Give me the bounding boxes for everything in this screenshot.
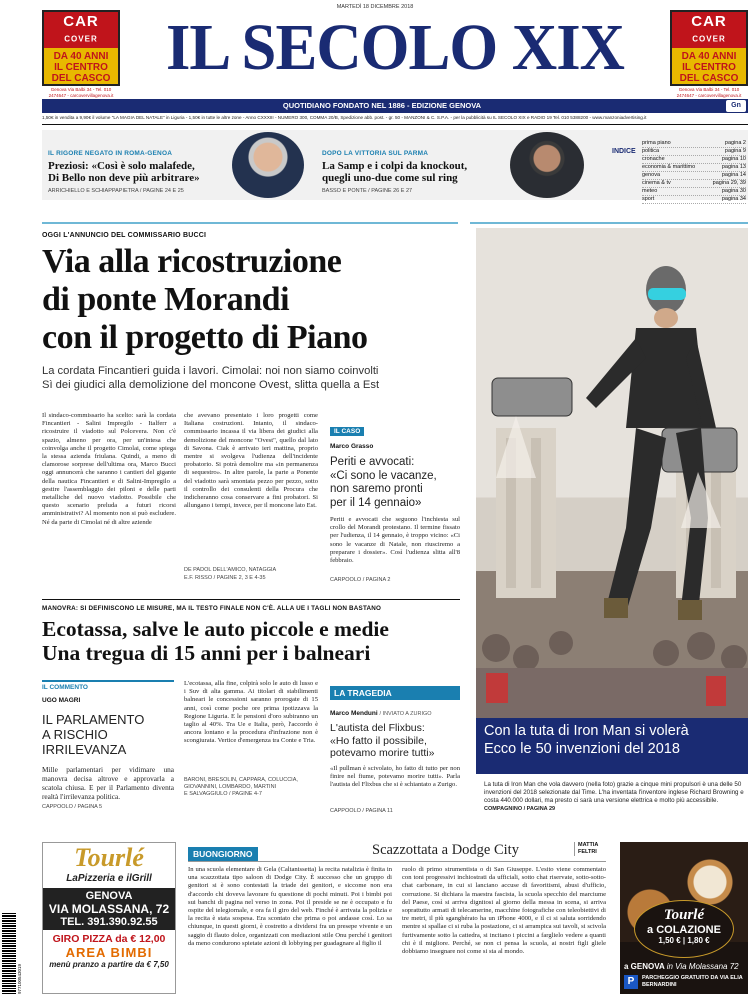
caso-author: Marco Grasso bbox=[330, 443, 374, 450]
commento-h2: A RISCHIO bbox=[42, 727, 108, 742]
caso-tag: IL CASO bbox=[330, 427, 364, 436]
tragedia-author-note: / INVIATO A ZURIGO bbox=[379, 711, 432, 717]
giampaolo-photo bbox=[510, 132, 584, 198]
manovra-kicker: MANOVRA: SI DEFINISCONO LE MISURE, MA IL TESTO FINALE NON C'È. ALLA UE I TAGLI NON BASTANO bbox=[42, 605, 382, 612]
caso-h3: non saremo pronti bbox=[330, 483, 423, 495]
lead-column-1 bbox=[42, 412, 176, 582]
teaser-preziosi[interactable] bbox=[48, 150, 243, 195]
index-item[interactable] bbox=[642, 148, 746, 156]
lead-credit: DE PADOL DELL'AMICO, NATAGGIA bbox=[184, 567, 277, 573]
tourle-city: GENOVA bbox=[85, 890, 133, 902]
colazione-street: in Via Molassana 72 bbox=[666, 962, 739, 971]
buongiorno-author: MATTIA FELTRI bbox=[574, 842, 606, 856]
ad-car-cover-right[interactable] bbox=[670, 10, 748, 98]
photo-body bbox=[484, 781, 748, 813]
photo-caption-1: Con la tuta di Iron Man si volerà bbox=[484, 723, 689, 739]
ad-car-label: CAR bbox=[691, 13, 727, 30]
tourle-brand: Tourlé bbox=[74, 843, 144, 872]
il-caso-article[interactable] bbox=[330, 418, 460, 584]
caso-h4: per il 14 gennaio» bbox=[330, 496, 422, 509]
ad-line-1: DA 40 ANNI bbox=[53, 51, 109, 62]
lead-headline-2: di ponte Morandi bbox=[42, 281, 290, 318]
lead-text: che avevano presentato i loro progetti come Italiana costruzioni. Intanto, il sindaco-commissario incassa il via libera dei giudici alla demolizione del moncone "Ovest", quello dal lato di Savona. Ciak è arrivato ieri mattina, proprio mentre si svolgeva l'udienza dell'incidente probatorio. Si potrà demolire ma «in permanenza di sequestro». In altre parole, la parte a Ponente del viadotto sarà smontata pezzo per pezzo, sotto il controllo dei consulenti della Procura che indicheranno cosa conservare a fini probatori. Si allungano i tempi, invece, per il moncone lato Est. bbox=[184, 412, 318, 510]
tragedia-article[interactable] bbox=[330, 686, 460, 815]
buongiorno-text: In una scuola elementare di Gela (Caltanissetta) la recita natalizia è finita in una scazzottata tipo saloon di Dodge City. È successo che un gruppo di genitori si è sono contestati la triade dei genitori, e siccome non era d'accordo chi doveva lavorare fu questione di pochi minuti. Poi i bimbi poi sui banchi di pagina nel verso in zona. Poi il preside se ne è occupato e fu ospite del telegiornale, e ora fa il giro del web. Finché è arrivata la polizia e la recita è stata sospesa. Era scontato che prima o poi andasse così. Lo sa chiunque, in questi giorni, è costretto a dividersi fra un presepe vivente e un saggio di flauto dolce, organizzati con mediazioni stile Onu perché i genitori da meno condurono spietate azioni di lobbying per guadagnare al figlio il bbox=[188, 866, 392, 947]
teaser-samp[interactable] bbox=[322, 150, 507, 195]
teaser-headline-2: quegli uno-due come sul ring bbox=[322, 172, 458, 184]
caso-body: Periti e avvocati che seguono l'inchiesta sul crollo del Morandi protestano. Il termine fissato per l'udienza, il 14 gennaio, è troppo vicino: «Ci sono le vacanze di Natale, non riusciremo a preparare i dossier». Così l'udienza slitta all'8 febbraio. bbox=[330, 516, 460, 565]
commento-tag: IL COMMENTO bbox=[42, 680, 174, 691]
commento-headline bbox=[42, 712, 174, 757]
index-item-page: pagina 14 bbox=[721, 172, 746, 178]
commento-body: Mille parlamentari per vidimare una manovra decisa altrove e approvarla a scatola chiusa. E per il Parlamento diventa realtà l'irrilevanza politica. bbox=[42, 765, 174, 801]
tragedia-tag: LA TRAGEDIA bbox=[330, 686, 460, 700]
commento-author: UGO MAGRI bbox=[42, 697, 81, 704]
teaser-credit: ARRICHIELLO E SCHIAPPAPIETRA / PAGINE 24 E 25 bbox=[48, 188, 184, 194]
tragedia-author: Marco Menduni bbox=[330, 710, 378, 717]
index-item-name: economia & marittimo bbox=[642, 164, 696, 170]
index-item-page: pagina 30 bbox=[721, 188, 746, 194]
photo-credit: COMPAGNINO / PAGINA 29 bbox=[484, 806, 556, 812]
ironman-illustration bbox=[476, 228, 748, 718]
index-item-name: prima piano bbox=[642, 140, 671, 146]
tourle-sub: LaPizzeria e ilGrill bbox=[66, 873, 152, 884]
index-item[interactable] bbox=[642, 164, 746, 172]
manovra-headline[interactable] bbox=[42, 617, 462, 665]
lead-sub-2: Sì dei giudici alla demolizione del moncone Ovest, slitta quella a Est bbox=[42, 379, 380, 391]
caso-credit: CARPOOLO / PAGINA 2 bbox=[330, 577, 391, 583]
lead-subhead bbox=[42, 364, 462, 392]
tourle-kids: AREA BIMBI bbox=[65, 945, 153, 960]
tragedia-h2: «Ho fatto il possibile, bbox=[330, 734, 427, 747]
teaser-headline-2: Di Bello non deve più arbitrare» bbox=[48, 172, 200, 184]
index-item[interactable] bbox=[642, 188, 746, 196]
colazione-prices: 1,50 € | 1,80 € bbox=[658, 936, 710, 945]
index-item-name: cinema & tv bbox=[642, 180, 671, 186]
ad-tourle-colazione[interactable] bbox=[620, 842, 748, 994]
ad-car-label: CAR bbox=[63, 13, 99, 30]
index-item-name: meteo bbox=[642, 188, 658, 194]
caso-headline bbox=[330, 456, 460, 510]
tragedia-h1: L'autista del Flixbus: bbox=[330, 722, 425, 734]
ad-address: Genova Via Balbi 34 - Tel. 010 2474647 - carcovervillagenova.it bbox=[676, 87, 742, 98]
index-item-page: pagina 10 bbox=[721, 156, 746, 162]
ad-cover-label: COVER bbox=[64, 34, 98, 44]
ironman-photo bbox=[476, 228, 748, 718]
colazione-tagline: a COLAZIONE bbox=[647, 924, 721, 936]
photo-body-text: La tuta di Iron Man che vola davvero (nella foto) grazie a cinque mini propulsori è una delle 50 invenzioni del 2018 selezionate dal Time. L'ha inventata l'inventore inglese Richard Browning e costa 440.000 dollari, ma presto ci sarà una versione elettrica e molto più accessibile. bbox=[484, 781, 744, 804]
tragedia-headline bbox=[330, 722, 460, 760]
caso-h2: «Ci sono le vacanze, bbox=[330, 469, 437, 482]
tourle-phone: TEL. 391.390.92.55 bbox=[60, 916, 158, 928]
photo-caption[interactable] bbox=[484, 722, 748, 758]
ad-line-3: DEL CASCO bbox=[679, 73, 739, 84]
preziosi-photo bbox=[232, 132, 304, 198]
lead-headline-3: con il progetto di Piano bbox=[42, 319, 368, 356]
teaser-credit: BASSO E PONTE / PAGINE 26 E 27 bbox=[322, 188, 413, 194]
barcode bbox=[2, 912, 16, 994]
tragedia-h3: potevamo morire tutti» bbox=[330, 747, 435, 759]
index-item-page: pagina 2 bbox=[724, 140, 746, 146]
ad-line-2: IL CENTRO bbox=[682, 62, 736, 73]
tourle-menu: menù pranzo a partire da € 7,50 bbox=[49, 960, 169, 969]
index-item-name: genova bbox=[642, 172, 661, 178]
tourle-street: VIA MOLASSANA, 72 bbox=[48, 902, 170, 916]
teaser-kicker: DOPO LA VITTORIA SUL PARMA bbox=[322, 150, 429, 157]
buongiorno-headline: Scazzottata a Dodge City bbox=[372, 842, 519, 858]
buongiorno-article[interactable] bbox=[188, 842, 608, 861]
index-item[interactable] bbox=[642, 196, 746, 204]
ad-cover-label: COVER bbox=[692, 34, 726, 44]
index-item-name: politica bbox=[642, 148, 660, 154]
buongiorno-text: ruolo di primo strumentista o di San Giuseppe. L'esito viene commentato con toni progressivi inchiostrati da ufficiali, sotto chat riservate, sotto-sotto-chat carbonare, in cui si lanciano accuse di favoritismi, abusi d'ufficio, corruzione. Si dichiara la maestra fascista, la scuola specchio del marciume del Paese, così si arriva dignitosi al giorno della messa in scena, si arriva soprattutto armati di telecamerine, macchine fotografiche con teleobiettivi di tre metri, il più sganghérato ha un iPhone 4000, e il ci si saluta sorridendo mentre si spallae ci si ruba la postazione, ci si arrampica sui tavoli, si scivola furtivamente sotto la cattedra, si incitano i piccini a farglielo vedere a quanti chi è il migliore. Perché, se non ci pensa la scuola, ai nostri figli gliele dobbiamo insegnare noi come si sta al mondo. bbox=[402, 866, 606, 956]
ad-line-2: IL CENTRO bbox=[54, 62, 108, 73]
buongiorno-column-1 bbox=[188, 866, 392, 994]
manovra-text: L'ecotassa, alla fine, colpirà solo le auto di lusso e i Suv di alta gamma. Ai titolari di stabilimenti balneari le concessioni saranno prorogate di 15 anni, così come poche ore prima ipotizzava la Regione Liguria. E le pensioni d'oro subiranno un taglio al 40%. Tra Ue e Italia, però, l'accordo è ancora lontano e la procedura d'infrazione non è scongiurata. Vertice d'emergenza tra Conte e Tria. bbox=[184, 680, 318, 745]
lead-text: Il sindaco-commissario ha scelto: sarà la cordata Fincantieri - Salini Impregilo - Italferr a ricostruire il viadotto sul Polcevera. Non c'è spazio, almeno per ora, per un'intesa che coinvolga anche il progetto Cimolai, come spiega la stessa azienda friulana. Quindi, a meno di clamorose sorprese dell'ultima ora, Marco Bucci oggi annuncerà che saranno i cantieri del gigante della nautica Fincantieri e di Salini-Impregilo a gestire l'assemblaggio dei piloni e delle parti metalliche del nuovo viadotto. Possibile che questo scenario preluda a futuri ricorsi amministrativi? Al momento non si può escludere. Né da parte di Cimolai né di altre aziende bbox=[42, 412, 176, 526]
index-label: INDICE bbox=[612, 148, 636, 155]
photo-caption-2: Ecco le 50 invenzioni del 2018 bbox=[484, 741, 680, 757]
caso-h1: Periti e avvocati: bbox=[330, 456, 415, 468]
index-item-name: cronache bbox=[642, 156, 665, 162]
ad-line-1: DA 40 ANNI bbox=[681, 51, 737, 62]
commento-credit: CAPPOOLO / PAGINA 5 bbox=[42, 804, 103, 810]
colazione-brand: Tourlé bbox=[663, 907, 705, 923]
teaser-headline-1: La Samp e i colpi da knockout, bbox=[322, 160, 468, 172]
manovra-body bbox=[184, 680, 318, 772]
lead-column-2 bbox=[184, 412, 318, 572]
price-info-line: 1,50€ in vendita a 9,90€ il volume "LA MAGIA DEL NATALE" in Liguria - 1,50€ in tutte le altre zone - Anno CXXXIII - NUMERO 300, COMMA 20/B, Spedizione abb. post. - gr. 50 - MANZONI & C. S.P.A. - per la pubblicità su IL SECOLO XIX e RADIO 19 Tel. 010 5388200 - www.manzoniadvertising.it bbox=[42, 115, 647, 120]
tragedia-credit: CAPPOOLO / PAGINA 11 bbox=[330, 807, 393, 814]
parking-icon: P bbox=[624, 975, 638, 989]
lead-headline[interactable] bbox=[42, 243, 462, 357]
manovra-credit: BARONI, BRESOLIN, CAPPARA, COLUCCIA, GIOVANNINI, LOMBARDO, MARTINI bbox=[184, 777, 298, 790]
issue-date: MARTEDÌ 18 DICEMBRE 2018 bbox=[336, 4, 414, 10]
index-item[interactable] bbox=[642, 140, 746, 148]
index-item-page: pagina 9 bbox=[724, 148, 746, 154]
tourle-promo: GIRO PIZZA da € 12,00 bbox=[52, 933, 166, 945]
manovra-credit-2: E SALVAGGIULO / PAGINE 4-7 bbox=[184, 791, 262, 797]
index-item[interactable] bbox=[642, 172, 746, 180]
commento-h3: IRRILEVANZA bbox=[42, 742, 127, 757]
index-item[interactable] bbox=[642, 156, 746, 164]
commento-h1: IL PARLAMENTO bbox=[42, 712, 145, 727]
newspaper-title[interactable]: IL SECOLO XIX bbox=[165, 11, 625, 84]
teaser-kicker: IL RIGORE NEGATO IN ROMA-GENOA bbox=[48, 150, 173, 157]
buongiorno-tag: BUONGIORNO bbox=[188, 847, 258, 861]
ad-line-3: DEL CASCO bbox=[51, 73, 111, 84]
index-item-name: sport bbox=[642, 196, 655, 202]
commento-article[interactable] bbox=[42, 680, 174, 811]
tragedia-body: «Il pullman è scivolato, ho fatto di tutto per non finire nel fiume, potevamo morire tutti». Parla l'autista del Flixbus che si è schiantato a Zurigo. bbox=[330, 764, 460, 788]
barcode-digits: 977100543019 bbox=[17, 963, 22, 994]
ad-tourle-pizzeria[interactable] bbox=[42, 842, 176, 994]
index-item-page: pagina 29, 39 bbox=[712, 180, 746, 186]
index-item-page: pagina 13 bbox=[721, 164, 746, 170]
colazione-parking: PARCHEGGIO GRATUITO DA VIA ELIA BERNARDINI bbox=[642, 975, 743, 988]
index-item-page: pagina 34 bbox=[721, 196, 746, 202]
buongiorno-column-2 bbox=[402, 866, 606, 994]
manovra-h2: Una tregua di 15 anni per i balneari bbox=[42, 641, 371, 665]
teaser-headline-1: Preziosi: «Così è solo malafede, bbox=[48, 160, 195, 172]
lead-credit-2: E.F. RISSO / PAGINE 2, 3 E 4-35 bbox=[184, 575, 266, 581]
index-item[interactable] bbox=[642, 180, 746, 188]
app-icon[interactable]: Gn bbox=[726, 100, 746, 112]
lead-kicker: OGGI L'ANNUNCIO DEL COMMISSARIO BUCCI bbox=[42, 232, 207, 239]
lead-headline-1: Via alla ricostruzione bbox=[42, 243, 342, 280]
tagline: QUOTIDIANO FONDATO NEL 1886 - EDIZIONE GENOVA bbox=[282, 101, 482, 110]
manovra-h1: Ecotassa, salve le auto piccole e medie bbox=[42, 617, 389, 641]
ad-address: Genova Via Balbi 34 - Tel. 010 2474647 - carcovervillagenova.it bbox=[48, 87, 114, 98]
ad-car-cover-left[interactable] bbox=[42, 10, 120, 98]
lead-sub-1: La cordata Fincantieri guida i lavori. Cimolai: noi non siamo coinvolti bbox=[42, 365, 379, 377]
colazione-city: a GENOVA bbox=[624, 962, 665, 971]
